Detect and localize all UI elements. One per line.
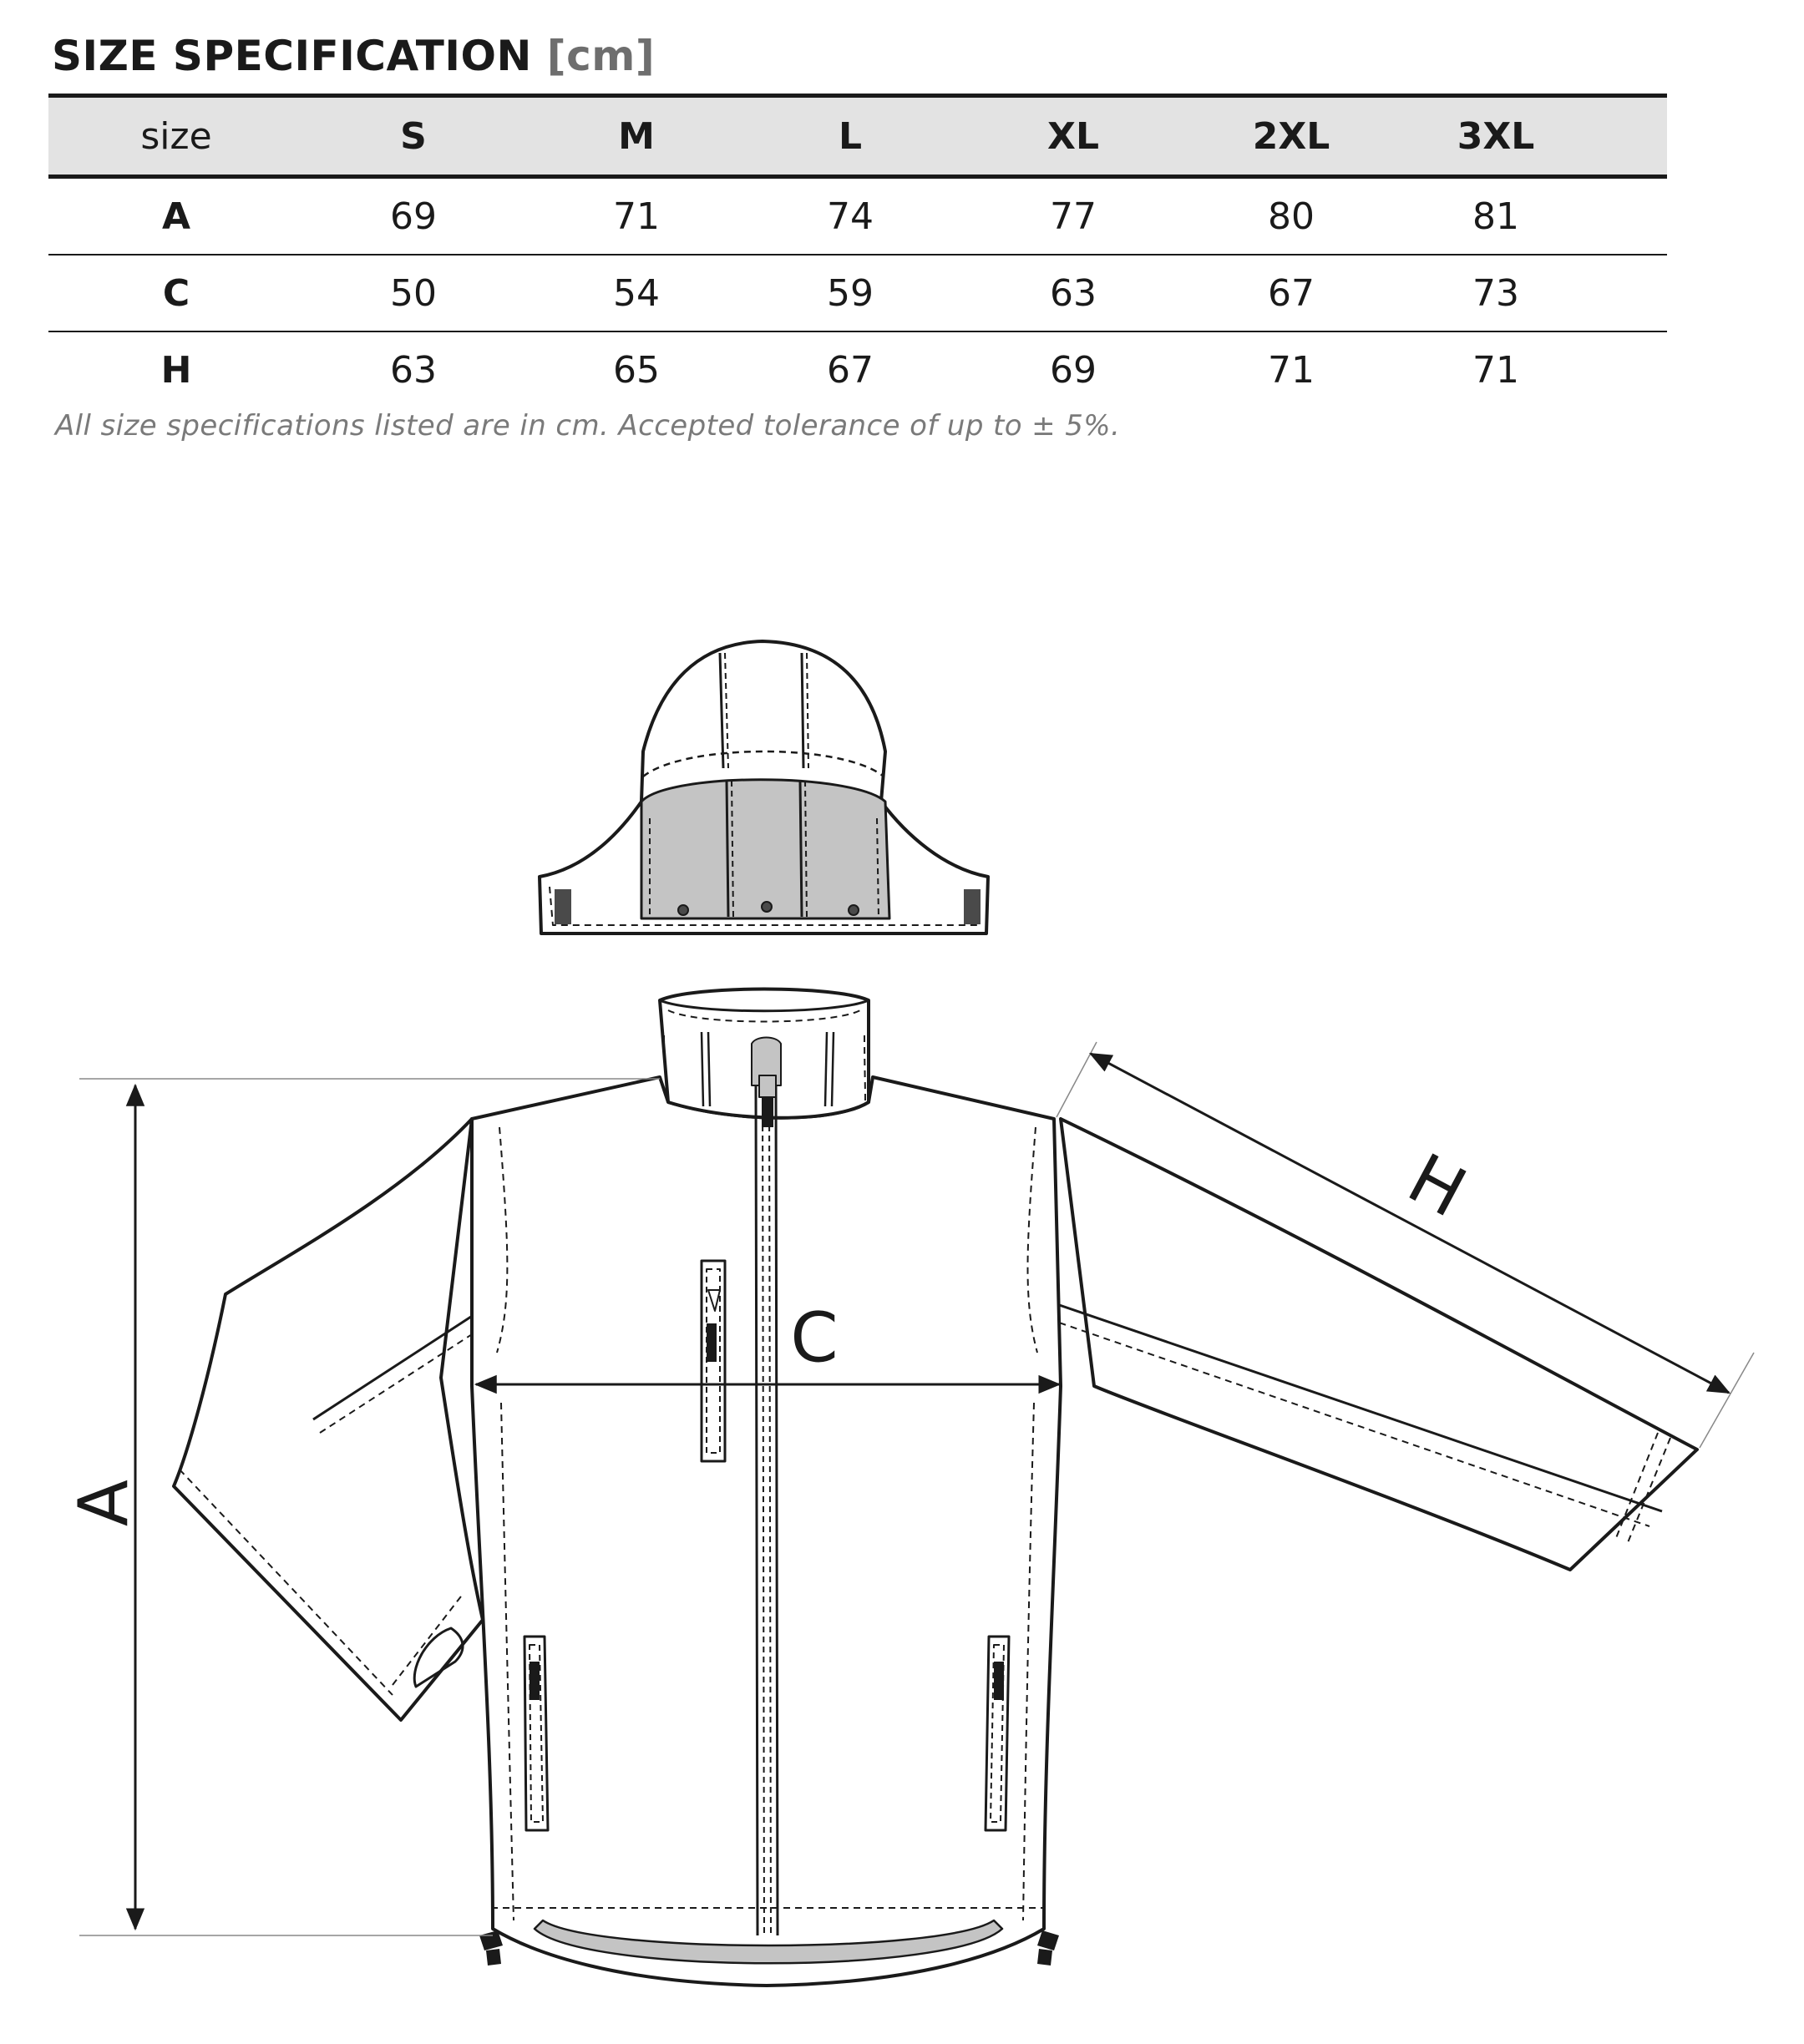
header-cell-s: S	[400, 114, 427, 158]
header-cell-2xl: 2XL	[1252, 114, 1330, 158]
hood-illustration	[540, 641, 988, 933]
table-cell: 71	[1268, 348, 1315, 392]
row-label: H	[160, 348, 192, 392]
jacket-illustration	[174, 989, 1697, 1986]
jacket-body	[472, 1077, 1061, 1986]
table-cell: 71	[1472, 348, 1519, 392]
title-unit: [cm]	[546, 32, 656, 80]
row-label: A	[161, 195, 191, 238]
table-cell: 77	[1050, 195, 1097, 238]
table-cell: 50	[390, 271, 437, 315]
table-cell: 74	[827, 195, 874, 238]
table-cell: 73	[1472, 271, 1519, 315]
table-cell: 67	[1268, 271, 1315, 315]
title-text: SIZE SPECIFICATION	[52, 32, 532, 80]
hood-tab-right	[964, 889, 981, 924]
table-cell: 54	[613, 271, 660, 315]
right-sleeve	[1061, 1119, 1697, 1570]
table-cell: 69	[390, 195, 437, 238]
header-cell-xl: XL	[1047, 114, 1099, 158]
header-cell-3xl: 3XL	[1457, 114, 1535, 158]
table-cell: 65	[613, 348, 660, 392]
left-sleeve	[174, 1119, 483, 1720]
table-cell: 67	[827, 348, 874, 392]
hood-tab-left	[555, 889, 571, 924]
dimension-label-a: A	[64, 1479, 144, 1527]
header-cell-size: size	[140, 114, 212, 158]
table-cell: 63	[390, 348, 437, 392]
hood-lining	[641, 780, 889, 918]
table-cell: 80	[1268, 195, 1315, 238]
dimension-label-c: C	[790, 1298, 839, 1379]
table-cell: 63	[1050, 271, 1097, 315]
header-cell-m: M	[618, 114, 655, 158]
row-label: C	[162, 271, 190, 315]
table-cell: 59	[827, 271, 874, 315]
dimension-label-h: H	[1395, 1139, 1478, 1233]
header-cell-l: L	[838, 114, 863, 158]
table-cell: 69	[1050, 348, 1097, 392]
table-cell: 71	[613, 195, 660, 238]
table-cell: 81	[1472, 195, 1519, 238]
tolerance-note: All size specifications listed are in cm. Accepted tolerance of up to ± 5%.	[55, 409, 1121, 443]
